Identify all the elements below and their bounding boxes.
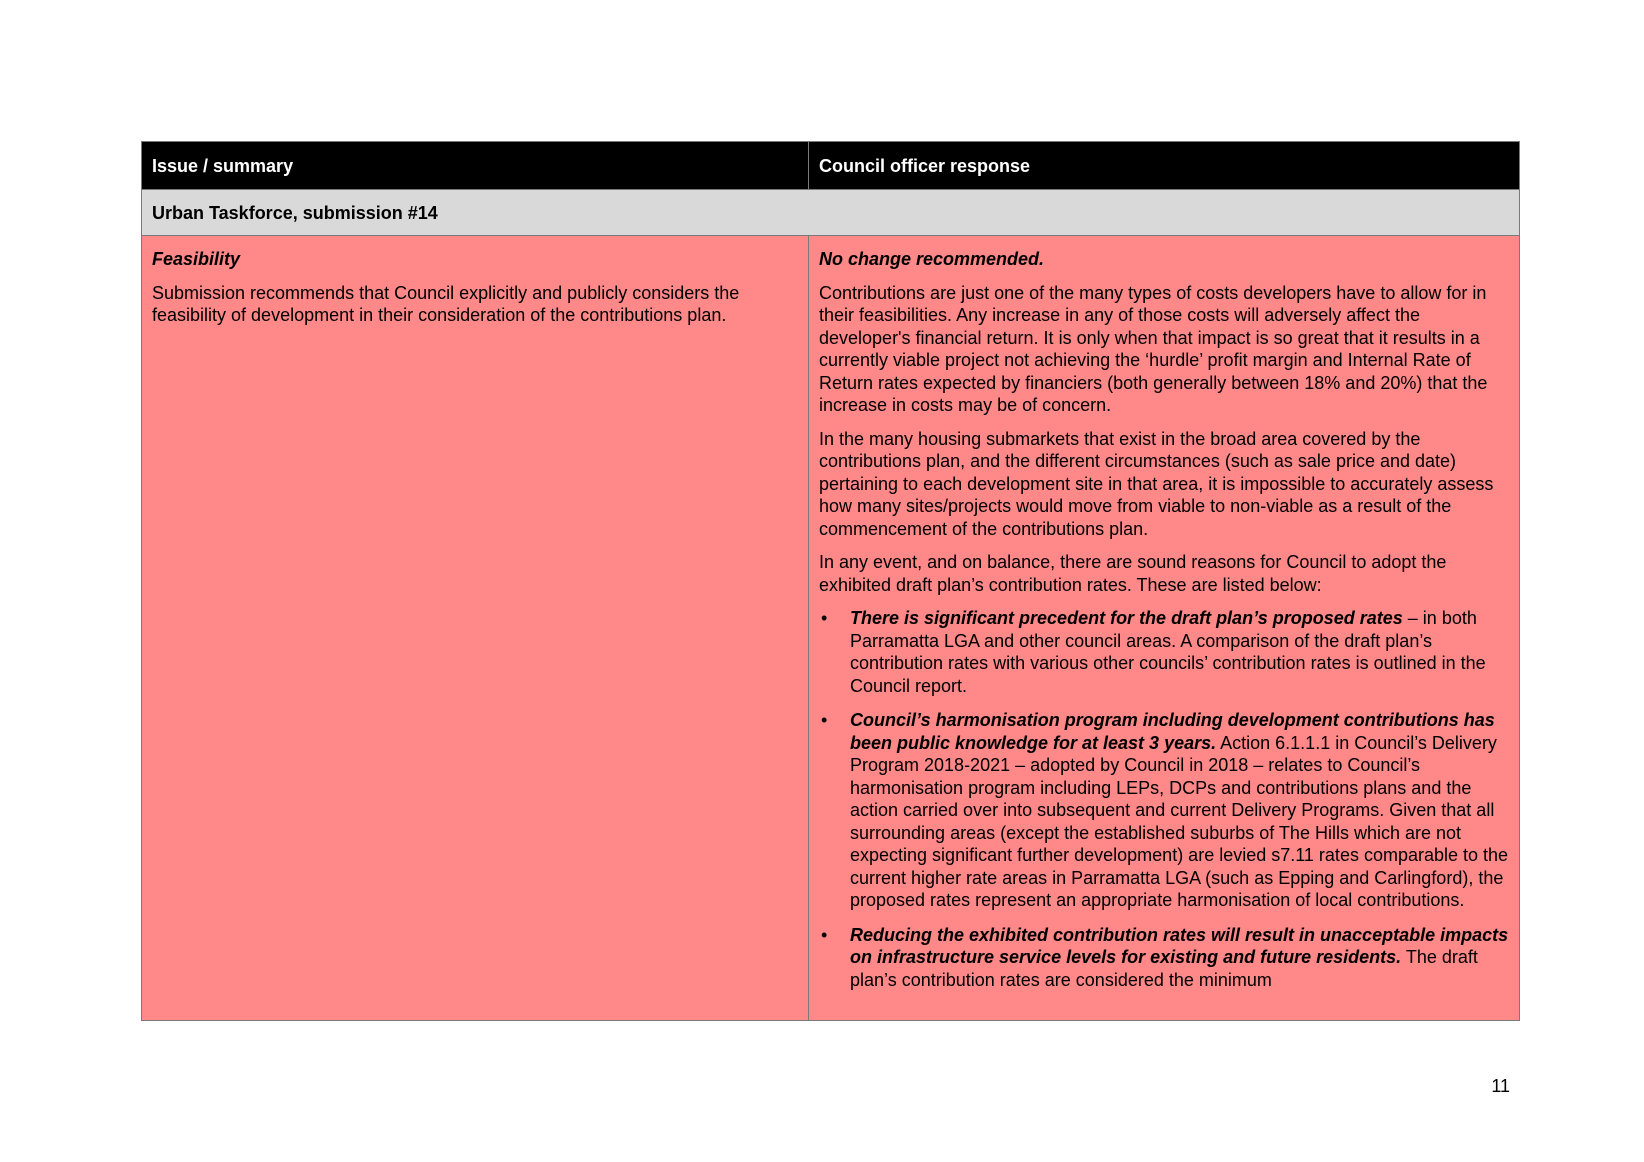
response-paragraph: In the many housing submarkets that exist in the broad area covered by the contributions plan, and the different circumstances (such as sale price and date) pertaining to each development site in that area, it is impossible to accurately assess how many sites/projects would move from viable to non-viable as a result of the commencement of the contributions plan. [819,428,1494,539]
bullet-icon: • [821,608,828,628]
bullet-icon: • [821,924,828,945]
bullet-text: The draft plan’s contribution rates are considered the minimum [850,947,1478,990]
header-issue-summary: Issue / summary [142,142,809,189]
issue-text: Submission recommends that Council explicitly and publicly considers the feasibility of development in their consideration of the contributions plan. [152,282,740,325]
list-item [819,709,1509,912]
reasons-list [819,607,1509,991]
bullet-text: Action 6.1.1.1 in Council’s Delivery Program 2018-2021 – adopted by Council in 2018 – relates to Council’s harmonisation program including LEPs, DCPs and contributions plans and the action carried over into subsequent and current Delivery Programs. Given that all surrounding areas (except the established suburbs of The Hills which are not expecting significant further development) are levied s7.11 rates comparable to the current higher rate areas in Parramatta LGA (such as Epping and Carlingford), the proposed rates represent an appropriate harmonisation of local contributions. [850,732,1509,910]
submission-group-title: Urban Taskforce, submission #14 [142,189,1519,236]
response-paragraph: Contributions are just one of the many types of costs developers have to allow for in their feasibilities. Any increase in any of those costs will adversely affect the developer's financial return. It is only when that impact is so great that it results in a currently viable project not achieving the ‘hurdle’ profit margin and Internal Rate of Return rates expected by financiers (both generally between 18% and 20%) that the increase in costs may be of concern. [819,282,1488,415]
bullet-lead: There is significant precedent for the draft plan’s proposed rates [850,608,1403,628]
bullet-icon: • [821,710,828,730]
bullet-lead: Council’s harmonisation program including development contributions has been public knowledge for at least 3 years. [850,710,1495,753]
submissions-table [141,141,1520,1021]
header-council-response: Council officer response [809,142,1519,189]
response-heading: No change recommended. [819,249,1045,269]
issue-cell [142,236,809,1020]
issue-heading: Feasibility [152,249,241,269]
page-number: 11 [1491,1076,1510,1096]
bullet-lead: Reducing the exhibited contribution rates will result in unacceptable impacts on infrastructure service levels for existing and future residents. [850,924,1509,967]
list-item [819,924,1509,992]
bullet-text: – in both Parramatta LGA and other council areas. A comparison of the draft plan’s contribution rates with various other councils’ contribution rates is outlined in the Council report. [850,608,1486,696]
response-cell [809,236,1519,1020]
list-item [819,607,1509,697]
response-paragraph: In any event, and on balance, there are sound reasons for Council to adopt the exhibited draft plan’s contribution rates. These are listed below: [819,552,1447,595]
